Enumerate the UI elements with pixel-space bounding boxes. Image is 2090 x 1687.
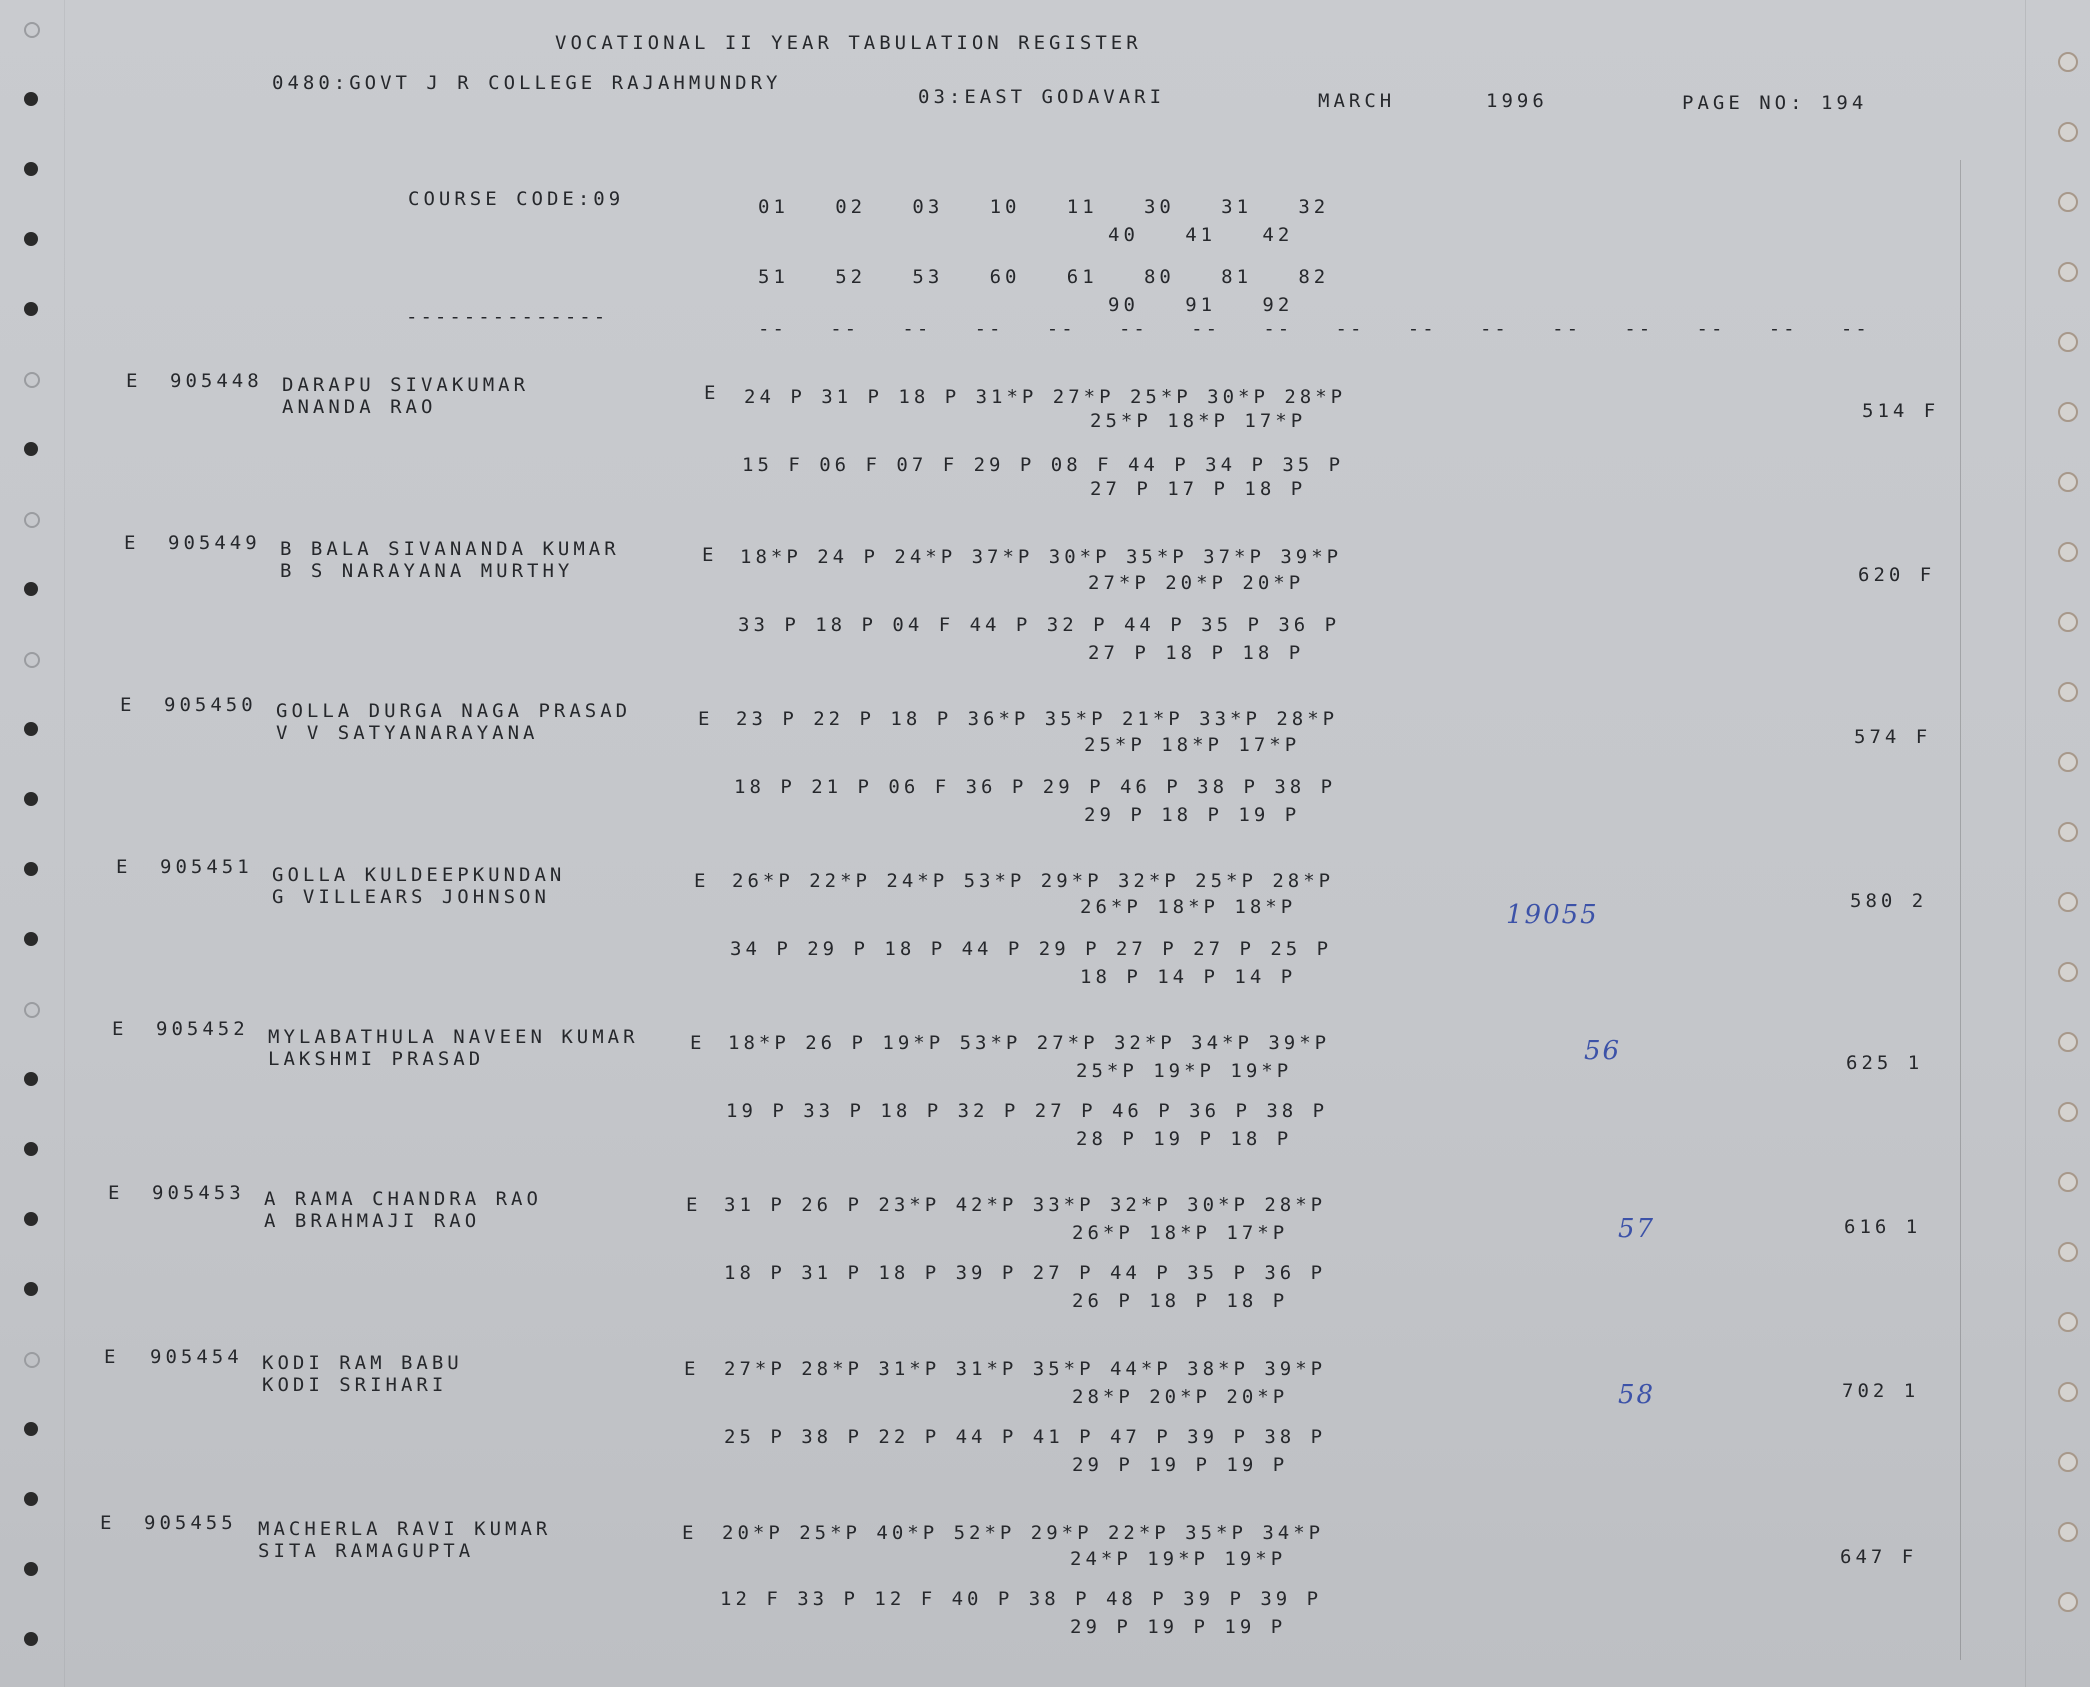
feed-hole	[24, 442, 38, 456]
feed-hole	[2058, 1172, 2078, 1192]
medium: E	[124, 532, 140, 554]
marks-line-1: 18*P 24 P 24*P 37*P 30*P 35*P 37*P 39*P	[740, 546, 1343, 568]
medium: E	[108, 1182, 124, 1204]
marks-line-2: 25*P 18*P 17*P	[1084, 734, 1301, 756]
feed-hole	[24, 232, 38, 246]
medium: E	[116, 856, 132, 878]
feed-hole	[24, 302, 38, 316]
marks-line-4: 27 P 17 P 18 P	[1090, 478, 1307, 500]
marks-line-1: 26*P 22*P 24*P 53*P 29*P 32*P 25*P 28*P	[732, 870, 1335, 892]
course-code: COURSE CODE:09	[408, 188, 625, 210]
feed-hole	[2058, 1522, 2078, 1542]
marks-line-2: 28*P 20*P 20*P	[1072, 1386, 1289, 1408]
marks-line-3: 15 F 06 F 07 F 29 P 08 F 44 P 34 P 35 P	[742, 454, 1345, 476]
left-feed-strip	[0, 0, 65, 1687]
parent-name: SITA RAMAGUPTA	[258, 1540, 475, 1562]
feed-hole	[2058, 262, 2078, 282]
exam-flag: E	[694, 870, 710, 892]
student-name: GOLLA DURGA NAGA PRASAD	[276, 700, 632, 722]
marks-line-1: 20*P 25*P 40*P 52*P 29*P 22*P 35*P 34*P	[722, 1522, 1325, 1544]
feed-hole	[24, 512, 40, 528]
marks-line-1: 31 P 26 P 23*P 42*P 33*P 32*P 30*P 28*P	[724, 1194, 1327, 1216]
feed-hole	[2058, 402, 2078, 422]
feed-hole	[2058, 122, 2078, 142]
marks-line-3: 33 P 18 P 04 F 44 P 32 P 44 P 35 P 36 P	[738, 614, 1341, 636]
feed-hole	[2058, 1592, 2078, 1612]
parent-name: LAKSHMI PRASAD	[268, 1048, 485, 1070]
feed-hole	[24, 1212, 38, 1226]
exam-month: MARCH	[1318, 90, 1396, 112]
feed-hole	[2058, 752, 2078, 772]
roll-number: 905452	[156, 1018, 249, 1040]
page-number: PAGE NO: 194	[1682, 92, 1868, 114]
handwritten-note: 56	[1584, 1036, 1622, 1066]
marks-line-3: 18 P 31 P 18 P 39 P 27 P 44 P 35 P 36 P	[724, 1262, 1327, 1284]
handwritten-note: 19055	[1506, 900, 1599, 930]
exam-flag: E	[702, 544, 718, 566]
marks-line-2: 26*P 18*P 17*P	[1072, 1222, 1289, 1244]
feed-hole	[24, 92, 38, 106]
marks-line-2: 25*P 19*P 19*P	[1076, 1060, 1293, 1082]
subject-codes-row-1: 01 02 03 10 11 30 31 32	[758, 196, 1330, 218]
feed-hole	[2058, 1452, 2078, 1472]
feed-hole	[2058, 612, 2078, 632]
feed-hole	[24, 722, 38, 736]
marks-line-4: 29 P 19 P 19 P	[1072, 1454, 1289, 1476]
register-title: VOCATIONAL II YEAR TABULATION REGISTER	[555, 32, 1142, 54]
roll-number: 905450	[164, 694, 257, 716]
feed-hole	[24, 372, 40, 388]
feed-hole	[2058, 542, 2078, 562]
marks-line-3: 34 P 29 P 18 P 44 P 29 P 27 P 27 P 25 P	[730, 938, 1333, 960]
total-result: 580 2	[1850, 890, 1928, 912]
feed-hole	[24, 652, 40, 668]
handwritten-note: 57	[1618, 1214, 1656, 1244]
feed-hole	[2058, 822, 2078, 842]
student-name: GOLLA KULDEEPKUNDAN	[272, 864, 566, 886]
student-name: A RAMA CHANDRA RAO	[264, 1188, 542, 1210]
student-name: DARAPU SIVAKUMAR	[282, 374, 530, 396]
parent-name: B S NARAYANA MURTHY	[280, 560, 574, 582]
roll-number: 905455	[144, 1512, 237, 1534]
marks-line-2: 27*P 20*P 20*P	[1088, 572, 1305, 594]
marks-line-4: 28 P 19 P 18 P	[1076, 1128, 1293, 1150]
feed-hole	[24, 932, 38, 946]
marks-line-4: 29 P 18 P 19 P	[1084, 804, 1301, 826]
roll-number: 905449	[168, 532, 261, 554]
marks-line-4: 27 P 18 P 18 P	[1088, 642, 1305, 664]
marks-line-3: 12 F 33 P 12 F 40 P 38 P 48 P 39 P 39 P	[720, 1588, 1323, 1610]
student-name: B BALA SIVANANDA KUMAR	[280, 538, 620, 560]
parent-name: KODI SRIHARI	[262, 1374, 448, 1396]
marks-line-4: 26 P 18 P 18 P	[1072, 1290, 1289, 1312]
subject-codes-row-4: 90 91 92	[1108, 294, 1294, 316]
parent-name: V V SATYANARAYANA	[276, 722, 539, 744]
header-underline-columns: -- -- -- -- -- -- -- -- -- -- -- -- -- -- -- --	[758, 318, 1870, 340]
exam-flag: E	[682, 1522, 698, 1544]
marks-line-3: 18 P 21 P 06 F 36 P 29 P 46 P 38 P 38 P	[734, 776, 1337, 798]
medium: E	[112, 1018, 128, 1040]
right-feed-strip	[2025, 0, 2090, 1687]
feed-hole	[24, 22, 40, 38]
total-result: 647 F	[1840, 1546, 1918, 1568]
marks-line-4: 18 P 14 P 14 P	[1080, 966, 1297, 988]
subject-codes-row-3: 51 52 53 60 61 80 81 82	[758, 266, 1330, 288]
total-result: 616 1	[1844, 1216, 1922, 1238]
college-name: 0480:GOVT J R COLLEGE RAJAHMUNDRY	[272, 72, 782, 94]
marks-line-1: 24 P 31 P 18 P 31*P 27*P 25*P 30*P 28*P	[744, 386, 1347, 408]
marks-line-2: 24*P 19*P 19*P	[1070, 1548, 1287, 1570]
marks-line-1: 27*P 28*P 31*P 31*P 35*P 44*P 38*P 39*P	[724, 1358, 1327, 1380]
feed-hole	[2058, 1032, 2078, 1052]
student-name: MACHERLA RAVI KUMAR	[258, 1518, 552, 1540]
total-result: 625 1	[1846, 1052, 1924, 1074]
medium: E	[126, 370, 142, 392]
medium: E	[100, 1512, 116, 1534]
feed-hole	[2058, 1382, 2078, 1402]
roll-number: 905448	[170, 370, 263, 392]
feed-hole	[24, 1632, 38, 1646]
feed-hole	[24, 582, 38, 596]
student-name: KODI RAM BABU	[262, 1352, 463, 1374]
total-result: 702 1	[1842, 1380, 1920, 1402]
roll-number: 905451	[160, 856, 253, 878]
feed-hole	[24, 1002, 40, 1018]
marks-line-1: 23 P 22 P 18 P 36*P 35*P 21*P 33*P 28*P	[736, 708, 1339, 730]
roll-number: 905453	[152, 1182, 245, 1204]
feed-hole	[2058, 682, 2078, 702]
marks-line-2: 26*P 18*P 18*P	[1080, 896, 1297, 918]
marks-line-4: 29 P 19 P 19 P	[1070, 1616, 1287, 1638]
feed-hole	[2058, 192, 2078, 212]
feed-hole	[2058, 332, 2078, 352]
feed-hole	[2058, 962, 2078, 982]
exam-year: 1996	[1486, 90, 1548, 112]
marks-line-1: 18*P 26 P 19*P 53*P 27*P 32*P 34*P 39*P	[728, 1032, 1331, 1054]
feed-hole	[2058, 892, 2078, 912]
parent-name: A BRAHMAJI RAO	[264, 1210, 481, 1232]
feed-hole	[2058, 1242, 2078, 1262]
medium: E	[104, 1346, 120, 1368]
feed-hole	[24, 1352, 40, 1368]
marks-line-3: 19 P 33 P 18 P 32 P 27 P 46 P 36 P 38 P	[726, 1100, 1329, 1122]
total-result: 574 F	[1854, 726, 1932, 748]
feed-hole	[24, 1562, 38, 1576]
feed-hole	[2058, 52, 2078, 72]
roll-number: 905454	[150, 1346, 243, 1368]
exam-flag: E	[684, 1358, 700, 1380]
subject-codes-row-2: 40 41 42	[1108, 224, 1294, 246]
district-name: 03:EAST GODAVARI	[918, 86, 1166, 108]
exam-flag: E	[686, 1194, 702, 1216]
parent-name: ANANDA RAO	[282, 396, 437, 418]
parent-name: G VILLEARS JOHNSON	[272, 886, 550, 908]
feed-hole	[24, 1492, 38, 1506]
feed-hole	[24, 1072, 38, 1086]
marks-line-3: 25 P 38 P 22 P 44 P 41 P 47 P 39 P 38 P	[724, 1426, 1327, 1448]
marks-line-2: 25*P 18*P 17*P	[1090, 410, 1307, 432]
feed-hole	[2058, 1312, 2078, 1332]
feed-hole	[24, 162, 38, 176]
exam-flag: E	[704, 382, 720, 404]
feed-hole	[24, 862, 38, 876]
column-rule	[1960, 160, 1961, 1660]
feed-hole	[24, 1282, 38, 1296]
exam-flag: E	[698, 708, 714, 730]
total-result: 620 F	[1858, 564, 1936, 586]
feed-hole	[24, 1422, 38, 1436]
student-name: MYLABATHULA NAVEEN KUMAR	[268, 1026, 639, 1048]
feed-hole	[24, 1142, 38, 1156]
feed-hole	[2058, 1102, 2078, 1122]
total-result: 514 F	[1862, 400, 1940, 422]
header-underline-left: --------------	[406, 306, 609, 328]
feed-hole	[2058, 472, 2078, 492]
handwritten-note: 58	[1618, 1380, 1656, 1410]
medium: E	[120, 694, 136, 716]
feed-hole	[24, 792, 38, 806]
exam-flag: E	[690, 1032, 706, 1054]
